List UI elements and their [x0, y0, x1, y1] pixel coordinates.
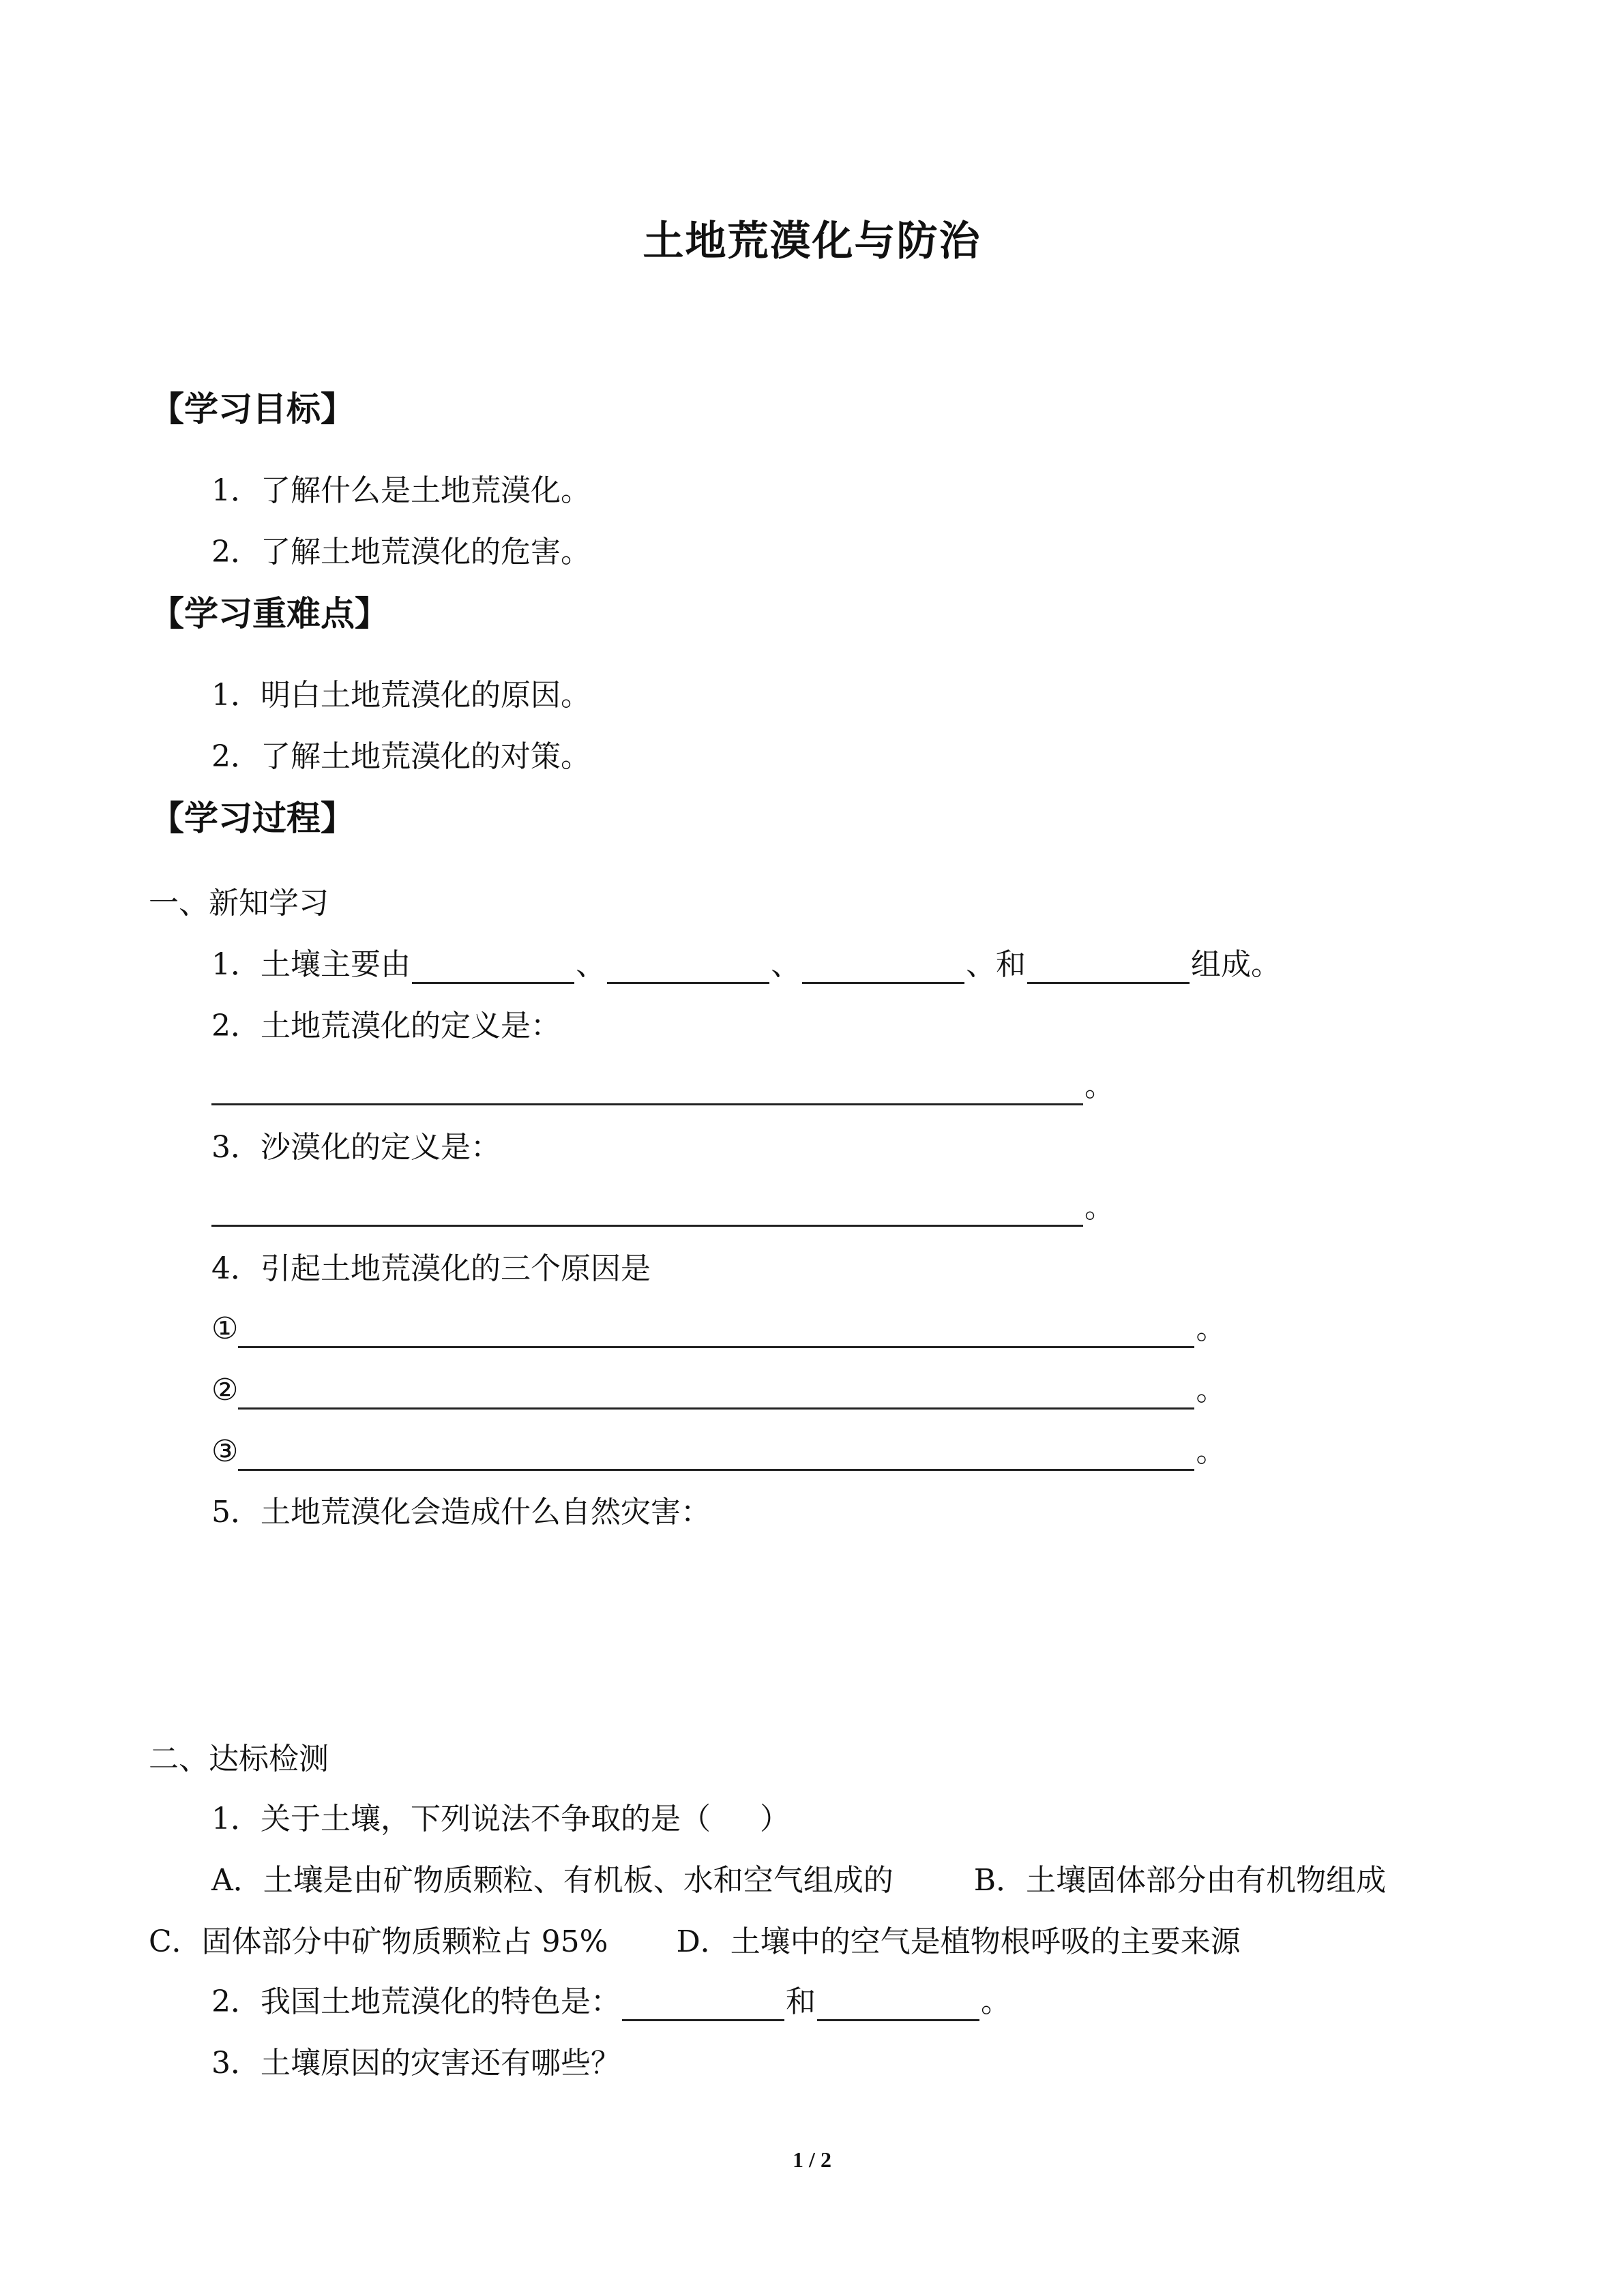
option-c[interactable]: C．固体部分中矿物质颗粒占 95% [149, 1924, 608, 1959]
q1-stem-close: ） [760, 1802, 790, 1836]
answer-line-definition [211, 1067, 1114, 1105]
question-desertification-definition: 2．土地荒漠化的定义是： [211, 1009, 561, 1043]
answer-blank[interactable] [211, 1072, 1083, 1105]
part2-heading: 二、达标检测 [149, 1742, 329, 1776]
option-a[interactable]: A．土壤是由矿物质颗粒、有机板、水和空气组成的 [211, 1863, 894, 1898]
question-natural-disasters: 5．土地荒漠化会造成什么自然灾害： [211, 1495, 711, 1530]
cause-line-1 [211, 1310, 1226, 1348]
question-soil-statement [211, 1800, 790, 1838]
options-row-ab [211, 1862, 1386, 1900]
key-points-heading: 【学习重难点】 [150, 594, 389, 633]
cause-line-3 [211, 1433, 1226, 1471]
process-heading: 【学习过程】 [150, 799, 355, 838]
objectives-heading: 【学习目标】 [150, 389, 355, 429]
option-d[interactable]: D．土壤中的空气是植物根呼吸的主要来源 [676, 1924, 1241, 1959]
objective-item-2: 2．了解土地荒漠化的危害。 [211, 535, 591, 569]
answer-blank[interactable] [622, 1988, 784, 2021]
page-title: 土地荒漠化与防治 [643, 218, 981, 265]
answer-blank[interactable] [238, 1437, 1194, 1471]
cause-line-2 [211, 1371, 1226, 1410]
key-point-item-1: 1．明白土地荒漠化的原因。 [211, 678, 591, 713]
q2-prefix: 2．我国土地荒漠化的特色是： [211, 1984, 621, 2019]
q1-suffix: 组成。 [1191, 947, 1281, 982]
line-end-period: 。 [1196, 1373, 1226, 1407]
answer-blank[interactable] [412, 951, 574, 984]
question-three-causes: 4．引起土地荒漠化的三个原因是 [211, 1251, 651, 1286]
q1-stem: 1．关于土壤，下列说法不争取的是（ [211, 1802, 711, 1836]
line-end-period: 。 [1196, 1311, 1226, 1346]
answer-blank[interactable] [802, 951, 964, 984]
option-b[interactable]: B．土壤固体部分由有机物组成 [973, 1863, 1387, 1898]
part1-heading: 一、新知学习 [149, 886, 329, 921]
q1-separator: 、 [771, 947, 801, 982]
question-sandification-definition: 3．沙漠化的定义是： [211, 1130, 501, 1165]
line-end-period: 。 [1084, 1069, 1114, 1103]
q1-prefix: 1．土壤主要由 [211, 947, 411, 982]
answer-blank[interactable] [238, 1376, 1194, 1410]
circled-number-1: ① [211, 1311, 239, 1346]
key-point-item-2: 2．了解土地荒漠化的对策。 [211, 739, 591, 774]
question-other-soil-disasters: 3．土壤原因的灾害还有哪些？ [211, 2046, 621, 2081]
answer-blank[interactable] [1027, 951, 1190, 984]
answer-blank[interactable] [817, 1988, 979, 2021]
answer-line-sandification [211, 1189, 1114, 1227]
objective-item-1: 1．了解什么是土地荒漠化。 [211, 473, 591, 508]
line-end-period: 。 [1196, 1434, 1226, 1469]
q2-separator: 和 [786, 1984, 816, 2019]
answer-blank[interactable] [607, 951, 769, 984]
line-end-period: 。 [1084, 1190, 1114, 1225]
circled-number-2: ② [211, 1373, 239, 1407]
circled-number-3: ③ [211, 1434, 239, 1469]
line-end-period: 。 [981, 1984, 1011, 2019]
page-number: 1 / 2 [793, 2147, 831, 2172]
answer-blank[interactable] [238, 1315, 1194, 1348]
q1-separator: 、和 [966, 947, 1026, 982]
options-row-cd [149, 1923, 1241, 1961]
answer-blank[interactable] [211, 1193, 1083, 1227]
question-china-desertification-features [211, 1983, 1011, 2021]
question-soil-composition [211, 946, 1281, 984]
q1-separator: 、 [576, 947, 606, 982]
